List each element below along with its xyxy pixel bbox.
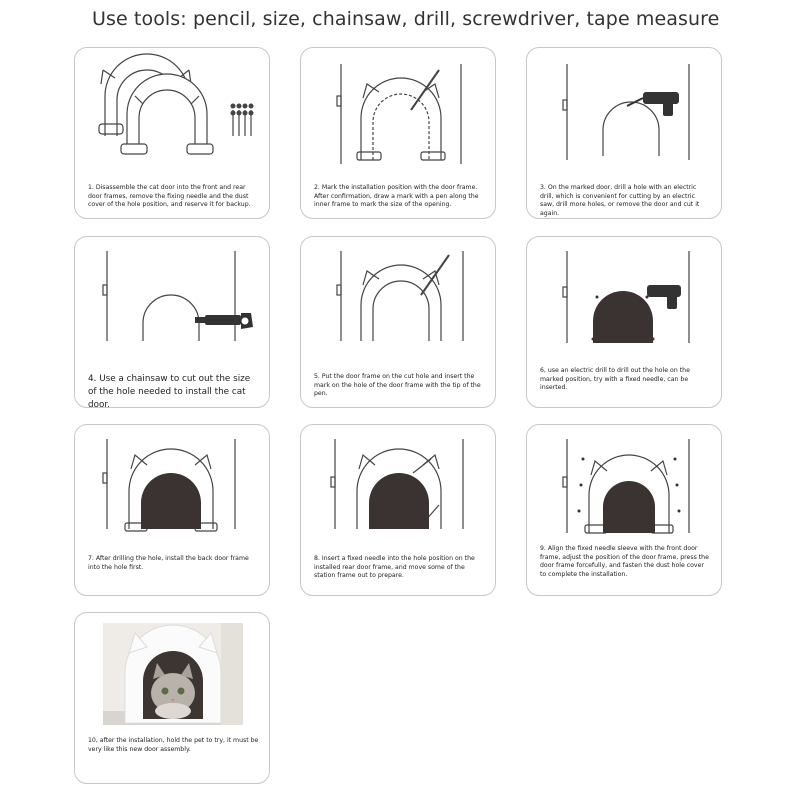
step-card-8 — [300, 424, 496, 596]
step-6-caption: 6, use an electric drill to drill out the hole on the marked position, try with a fixed needle, can be inserted. — [540, 367, 690, 392]
step-7-caption: 7. After drilling the hole, install the back door frame into the hole first. — [88, 555, 249, 571]
step-card-9 — [526, 424, 722, 596]
step-card-4 — [74, 236, 270, 408]
step-3-caption: 3. On the marked door, drill a hole with an electric drill, which is convenient for cutting by an electric saw, drill more holes, or remove the door and cut it again. — [540, 184, 700, 217]
step-1-caption: 1. Disassemble the cat door into the front and rear door frames, remove the fixing needle and the dust cover of the hole position, and reserve it for backup. — [88, 184, 251, 209]
page-title: Use tools: pencil, size, chainsaw, drill, screwdriver, tape measure — [92, 8, 720, 30]
step-8-caption: 8. Insert a fixed needle into the hole position on the installed rear door frame, and move some of the station frame out to prepare. — [314, 555, 475, 580]
step-4-caption: 4. Use a chainsaw to cut out the size of the hole needed to install the cat door. — [88, 374, 251, 408]
step-2-caption: 2. Mark the installation position with the door frame. After confirmation, draw a mark with a pen along the inner frame to mark the size of the opening. — [314, 184, 479, 209]
step-card-6 — [526, 236, 722, 408]
step-card-1 — [74, 47, 270, 219]
step-card-3 — [526, 47, 722, 219]
step-9-caption: 9. Align the fixed needle sleeve with the front door frame, adjust the position of the door frame, press the door frame forcefully, and fasten the dust hole cover to complete the installation. — [540, 545, 709, 578]
step-card-10 — [74, 612, 270, 784]
step-card-2 — [300, 47, 496, 219]
cat-in-door-photo — [103, 623, 243, 725]
step-5-caption: 5. Put the door frame on the cut hole and insert the mark on the hole of the door frame with the tip of the pen. — [314, 373, 481, 398]
step-card-7 — [74, 424, 270, 596]
step-card-5 — [300, 236, 496, 408]
step-10-caption: 10, after the installation, hold the pet to try, it must be very like this new door assembly. — [88, 737, 259, 753]
